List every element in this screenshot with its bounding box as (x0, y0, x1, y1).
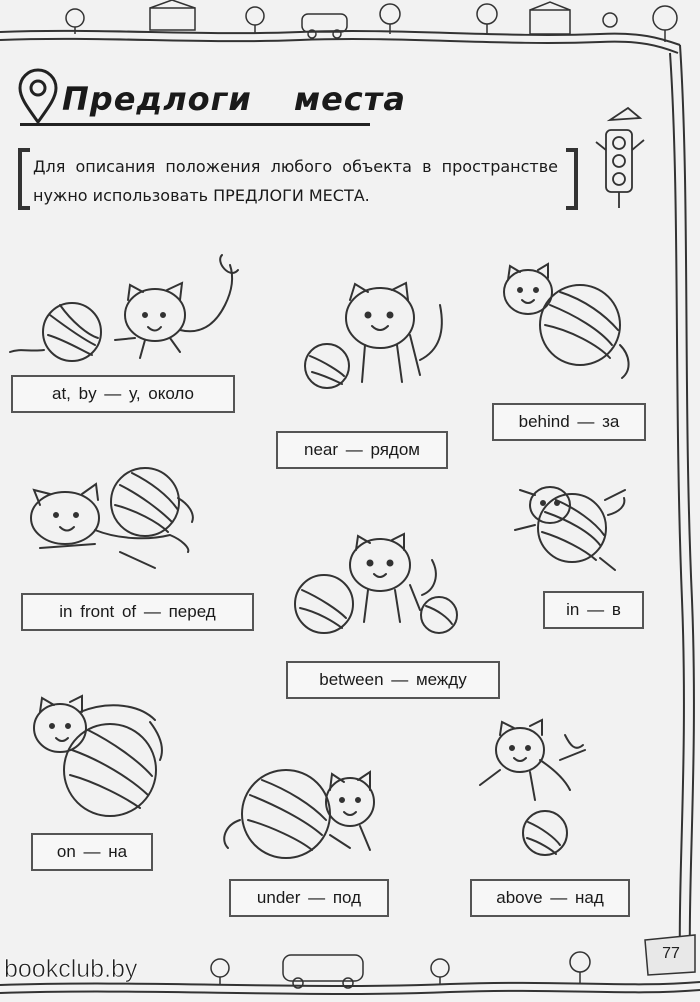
watermark: bookclub.by (4, 955, 138, 983)
label-behind: behind — за (492, 403, 646, 441)
label-on: on — на (31, 833, 153, 871)
page-number: 77 (662, 945, 680, 962)
label-in: in — в (543, 591, 644, 629)
label-between: between — между (286, 661, 500, 699)
top-decor (66, 0, 677, 42)
label-at-by: at, by — у, около (11, 375, 235, 413)
label-above: above — над (470, 879, 630, 917)
label-near: near — рядом (276, 431, 448, 469)
label-under: under — под (229, 879, 389, 917)
page-title: Предлоги места (62, 80, 406, 118)
title-underline (20, 123, 370, 126)
intro-text: Для описания положения любого объекта в пространстве нужно использовать ПРЕДЛОГИ МЕСТА. (33, 157, 558, 205)
label-in-front-of: in front of — перед (21, 593, 254, 631)
